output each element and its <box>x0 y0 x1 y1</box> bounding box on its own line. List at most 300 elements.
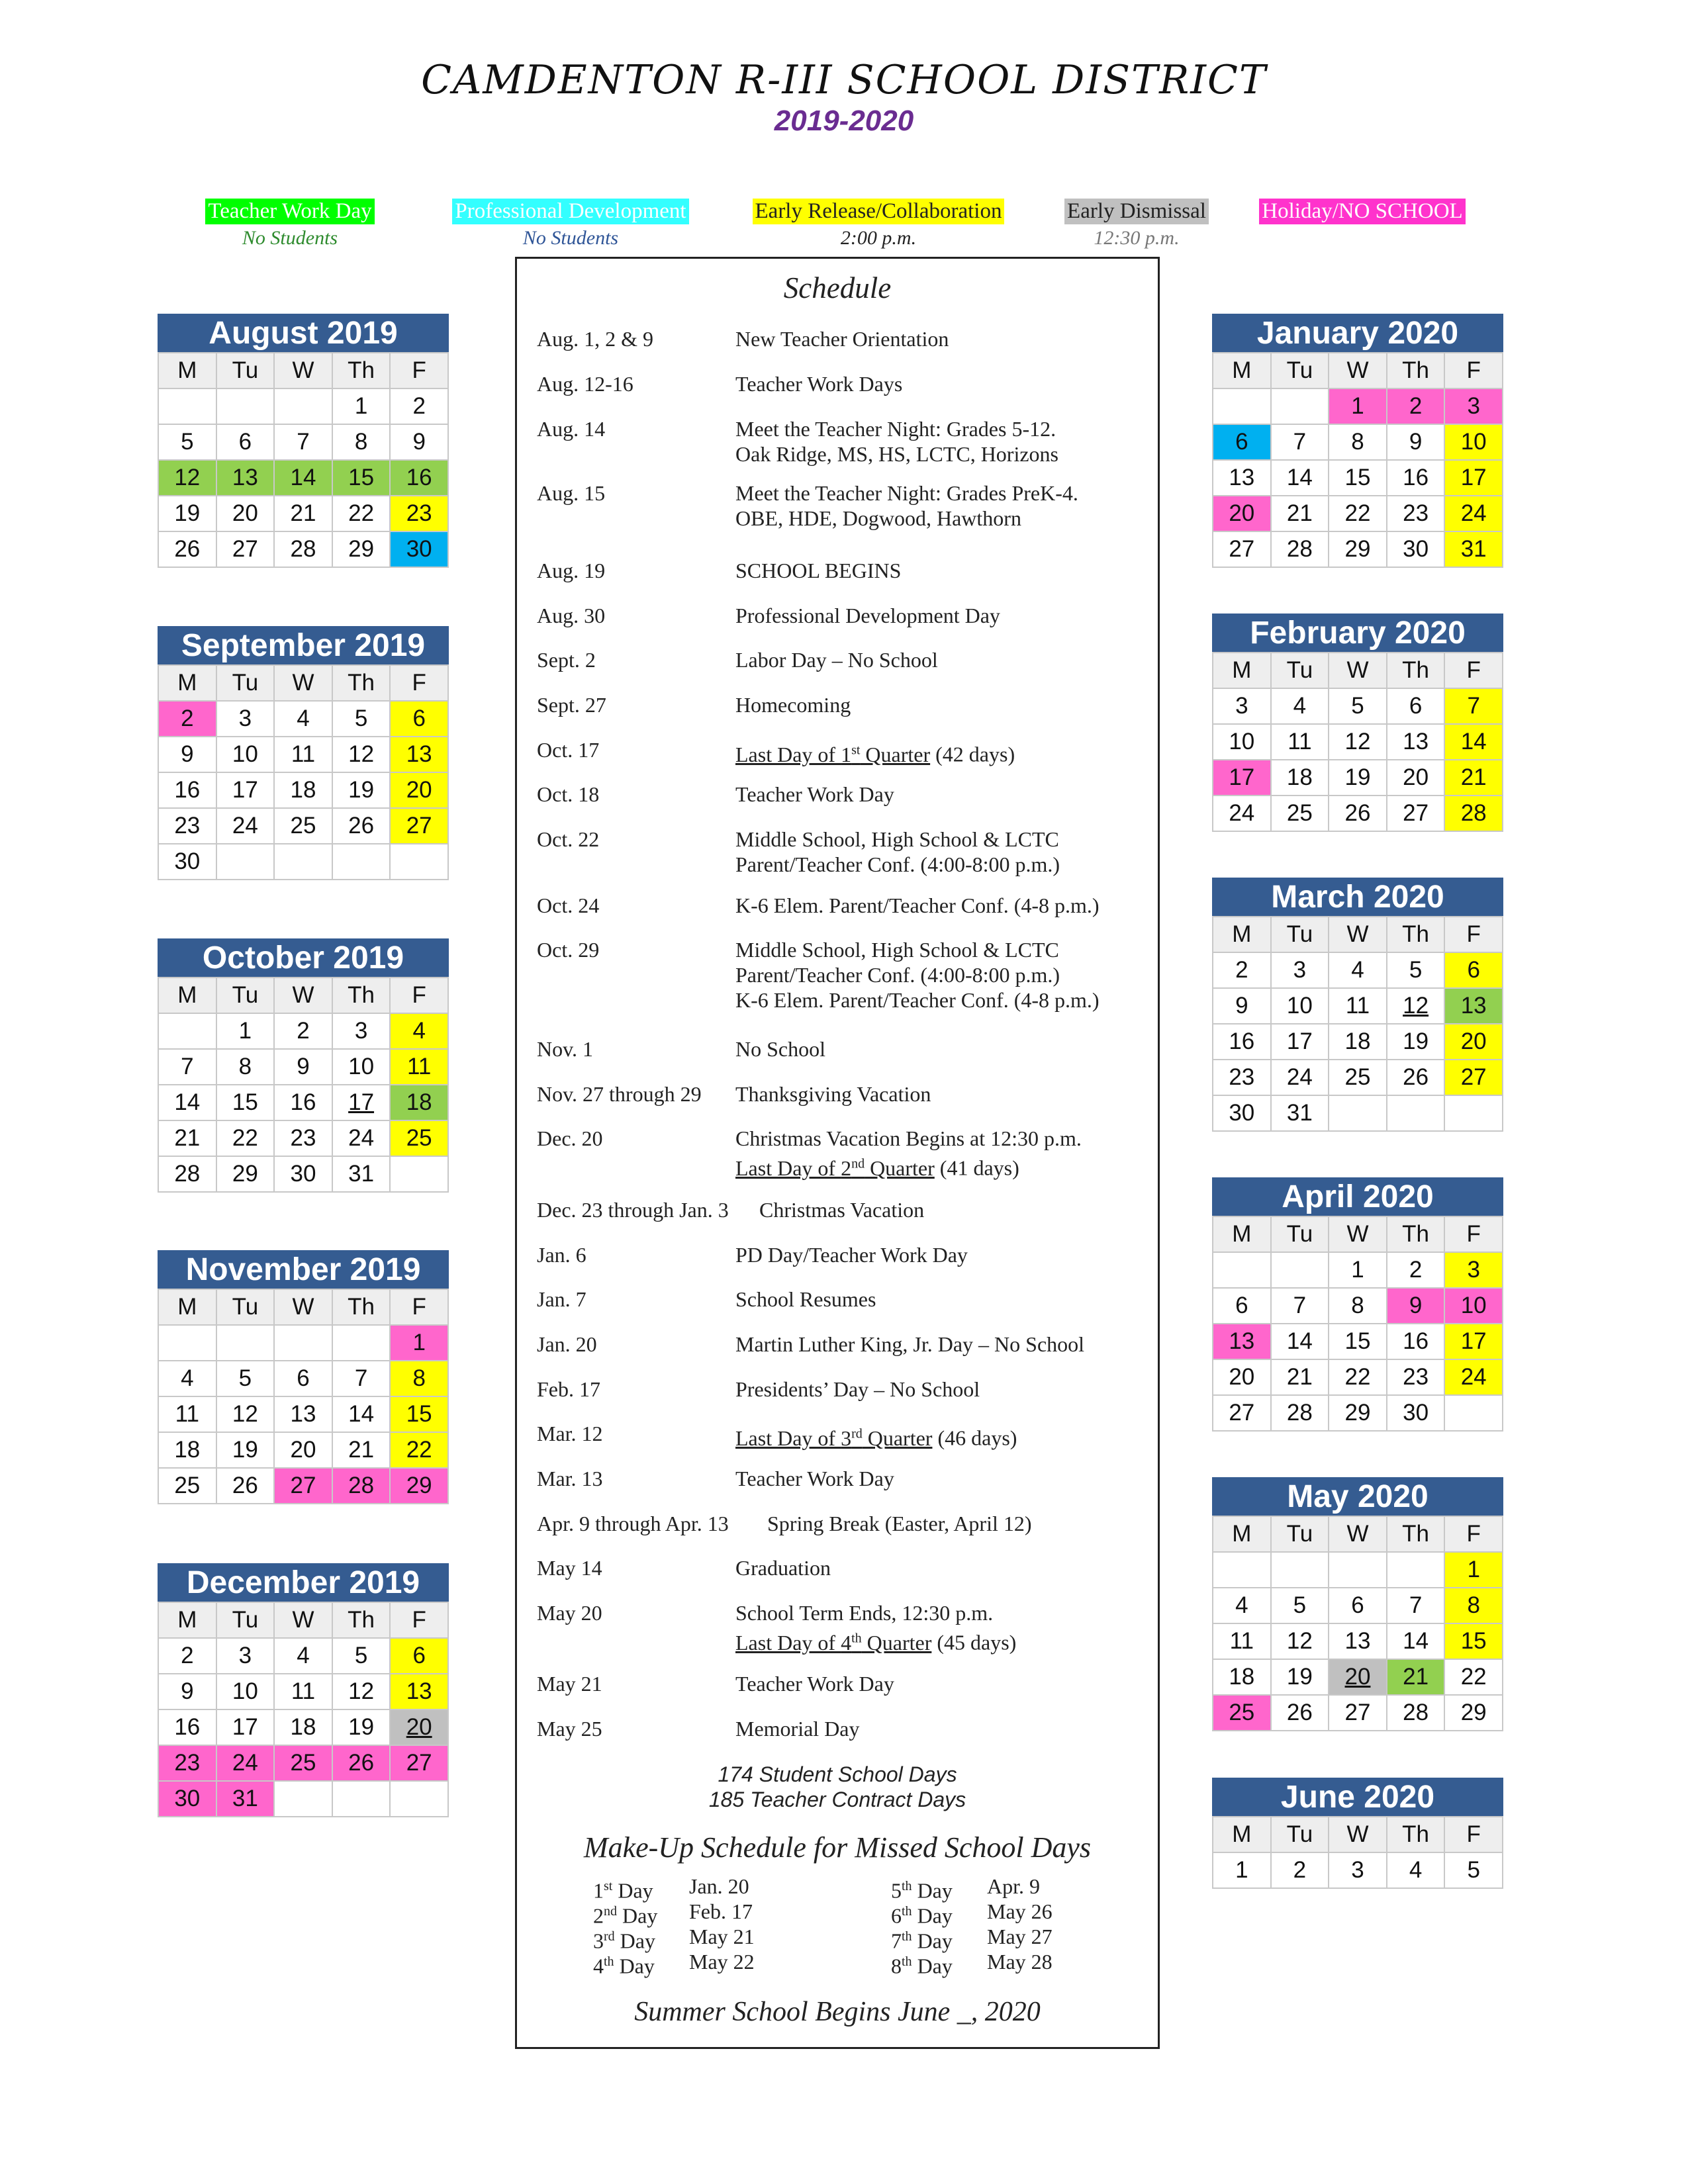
weekday-header: M <box>1213 1516 1271 1552</box>
day-cell <box>332 1781 391 1817</box>
weekday-header: Th <box>1387 1216 1445 1252</box>
day-cell: 16 <box>158 772 216 808</box>
day-cell: 30 <box>274 1156 332 1192</box>
week-row <box>158 1781 448 1817</box>
day-cell: 1 <box>390 1325 448 1361</box>
week-row <box>158 1396 448 1432</box>
day-cell: 5 <box>1271 1588 1329 1623</box>
weekday-header: Tu <box>1271 1817 1329 1852</box>
event-date: Jan. 7 <box>537 1287 586 1311</box>
event-line: Teacher Work Day <box>735 1672 894 1696</box>
week-row <box>158 1120 448 1156</box>
day-cell: 5 <box>1387 952 1445 988</box>
day-cell: 6 <box>390 701 448 737</box>
weekday-header: Tu <box>216 1602 275 1638</box>
month-grid <box>1212 1216 1503 1432</box>
month-calendar <box>158 938 449 1193</box>
day-cell: 28 <box>1444 796 1503 831</box>
event-line: School Resumes <box>735 1287 876 1311</box>
day-cell: 19 <box>332 1709 391 1745</box>
event-date: Dec. 20 <box>537 1126 603 1150</box>
day-cell: 27 <box>1213 531 1271 567</box>
event-description <box>735 1242 968 1267</box>
week-row <box>1213 1024 1503 1060</box>
day-cell: 22 <box>216 1120 275 1156</box>
day-cell: 7 <box>1387 1588 1445 1623</box>
makeup-day-label: Day <box>917 1954 953 1978</box>
week-row <box>1213 688 1503 724</box>
day-cell: 24 <box>216 1745 275 1781</box>
week-row <box>158 1361 448 1396</box>
month-title: September 2019 <box>158 626 449 664</box>
week-row <box>158 1674 448 1709</box>
event-date: Aug. 1, 2 & 9 <box>537 327 653 351</box>
day-cell <box>1213 1552 1271 1588</box>
day-cell: 22 <box>1329 496 1387 531</box>
weekday-header: F <box>390 978 448 1013</box>
weekday-header: Tu <box>1271 353 1329 388</box>
day-cell: 9 <box>1387 424 1445 460</box>
day-cell: 3 <box>216 701 275 737</box>
quarter-line <box>735 1151 1082 1181</box>
day-cell: 13 <box>1444 988 1503 1024</box>
day-cell: 17 <box>1271 1024 1329 1060</box>
month-title: January 2020 <box>1212 314 1503 352</box>
day-cell: 17 <box>332 1085 391 1120</box>
day-cell: 23 <box>1387 496 1445 531</box>
weekday-row <box>1213 1516 1503 1552</box>
day-cell: 25 <box>1271 796 1329 831</box>
event-line: Parent/Teacher Conf. (4:00-8:00 p.m.) <box>735 852 1060 876</box>
event-description <box>735 1555 831 1580</box>
day-cell: 7 <box>274 424 332 460</box>
schedule-panel <box>515 257 1160 2049</box>
day-cell: 25 <box>1213 1695 1271 1731</box>
event-description <box>735 1332 1084 1357</box>
day-cell: 11 <box>1329 988 1387 1024</box>
day-cell: 3 <box>1444 388 1503 424</box>
day-cell: 26 <box>1271 1695 1329 1731</box>
makeup-day-sup: rd <box>604 1929 615 1944</box>
week-row <box>1213 1852 1503 1888</box>
week-row <box>1213 988 1503 1024</box>
week-row <box>158 460 448 496</box>
quarter-suffix: Quarter <box>860 742 931 766</box>
day-cell: 3 <box>332 1013 391 1049</box>
event-date: Nov. 1 <box>537 1037 594 1061</box>
makeup-day-number: 1 <box>593 1878 604 1903</box>
event-line: Graduation <box>735 1556 831 1580</box>
legend-sub: No Students <box>522 227 619 249</box>
event-description <box>735 1377 980 1402</box>
makeup-day-sup: th <box>902 1954 912 1969</box>
day-cell: 24 <box>1444 496 1503 531</box>
event-description <box>735 647 938 672</box>
month-title: April 2020 <box>1212 1177 1503 1216</box>
event-line: SCHOOL BEGINS <box>735 559 902 582</box>
event-date: May 21 <box>537 1672 602 1696</box>
event-description <box>735 827 1060 877</box>
day-cell: 24 <box>216 808 275 844</box>
weekday-header: W <box>274 665 332 701</box>
day-cell: 20 <box>390 772 448 808</box>
day-cell: 12 <box>1329 724 1387 760</box>
month-title: December 2019 <box>158 1563 449 1602</box>
day-cell: 1 <box>1329 1252 1387 1288</box>
day-cell <box>274 844 332 880</box>
day-cell: 4 <box>1213 1588 1271 1623</box>
week-row <box>1213 460 1503 496</box>
day-cell: 13 <box>1387 724 1445 760</box>
day-cell: 26 <box>1387 1060 1445 1095</box>
day-cell: 15 <box>390 1396 448 1432</box>
month-calendar <box>1212 1177 1503 1432</box>
day-cell: 14 <box>1271 1324 1329 1359</box>
day-cell: 3 <box>1271 952 1329 988</box>
weekday-row <box>158 978 448 1013</box>
week-row <box>158 1468 448 1504</box>
event-line: Middle School, High School & LCTC <box>735 827 1059 851</box>
week-row <box>1213 724 1503 760</box>
makeup-day-sup: th <box>604 1954 614 1969</box>
day-cell: 14 <box>274 460 332 496</box>
makeup-day-label: Day <box>620 1929 655 1953</box>
event-description <box>767 1511 1032 1536</box>
event-date: Jan. 6 <box>537 1243 586 1267</box>
day-cell <box>390 1781 448 1817</box>
weekday-header: W <box>1329 1817 1387 1852</box>
day-cell: 3 <box>1444 1252 1503 1288</box>
event-line: Meet the Teacher Night: Grades 5-12. <box>735 417 1056 441</box>
day-cell <box>158 1325 216 1361</box>
event-line: Teacher Work Day <box>735 1467 894 1490</box>
weekday-header: M <box>1213 653 1271 688</box>
day-cell: 17 <box>1444 460 1503 496</box>
day-cell: 27 <box>1444 1060 1503 1095</box>
day-cell: 9 <box>390 424 448 460</box>
day-cell: 6 <box>1387 688 1445 724</box>
quarter-days: (41 days) <box>939 1156 1019 1180</box>
event-line: No School <box>735 1037 825 1061</box>
weekday-header: Th <box>332 665 391 701</box>
event-description <box>735 1716 860 1741</box>
makeup-day-number: 8 <box>891 1954 902 1978</box>
day-cell: 23 <box>1387 1359 1445 1395</box>
weekday-header: Tu <box>216 978 275 1013</box>
event-date: Oct. 29 <box>537 938 600 962</box>
week-row <box>158 1638 448 1674</box>
weekday-header: W <box>274 1602 332 1638</box>
day-cell: 9 <box>158 737 216 772</box>
student-days: 174 Student School Days <box>718 1762 957 1786</box>
legend-item <box>739 199 1017 250</box>
day-cell: 18 <box>1213 1659 1271 1695</box>
day-cell: 24 <box>1444 1359 1503 1395</box>
day-cell: 13 <box>390 737 448 772</box>
day-cell: 6 <box>1213 1288 1271 1324</box>
day-cell: 20 <box>390 1709 448 1745</box>
day-cell: 31 <box>1271 1095 1329 1131</box>
event-description <box>759 1197 924 1222</box>
makeup-title: Make-Up Schedule for Missed School Days <box>583 1831 1092 1864</box>
day-cell: 20 <box>216 496 275 531</box>
summer-school-note: Summer School Begins June _, 2020 <box>634 1997 1041 2027</box>
weekday-header: W <box>274 1289 332 1325</box>
event-line: Teacher Work Days <box>735 372 903 396</box>
day-cell: 19 <box>332 772 391 808</box>
day-cell: 31 <box>332 1156 391 1192</box>
day-cell: 13 <box>274 1396 332 1432</box>
weekday-row <box>158 353 448 388</box>
legend-item <box>1057 199 1216 250</box>
day-cell: 2 <box>1387 1252 1445 1288</box>
weekday-header: Tu <box>216 665 275 701</box>
weekday-row <box>1213 653 1503 688</box>
day-cell: 4 <box>1329 952 1387 988</box>
day-cell <box>1329 1095 1387 1131</box>
month-title: August 2019 <box>158 314 449 352</box>
day-cell: 20 <box>1329 1659 1387 1695</box>
day-cell: 25 <box>1329 1060 1387 1095</box>
makeup-date: Feb. 17 <box>689 1899 753 1923</box>
month-title: October 2019 <box>158 938 449 977</box>
day-cell: 2 <box>158 701 216 737</box>
month-grid <box>158 977 449 1193</box>
day-cell: 14 <box>1387 1623 1445 1659</box>
day-cell: 13 <box>1213 1324 1271 1359</box>
day-cell: 1 <box>1444 1552 1503 1588</box>
day-cell: 29 <box>1329 1395 1387 1431</box>
day-cell: 10 <box>216 1674 275 1709</box>
weekday-header: F <box>390 1289 448 1325</box>
quarter-line <box>735 1421 1017 1451</box>
week-row <box>158 388 448 424</box>
day-cell <box>390 844 448 880</box>
day-cell: 29 <box>1444 1695 1503 1731</box>
week-row <box>158 1432 448 1468</box>
event-line: Christmas Vacation Begins at 12:30 p.m. <box>735 1126 1082 1150</box>
day-cell: 20 <box>274 1432 332 1468</box>
day-cell: 10 <box>1444 424 1503 460</box>
day-cell: 2 <box>158 1638 216 1674</box>
day-cell <box>1444 1095 1503 1131</box>
day-cell: 22 <box>332 496 391 531</box>
day-cell: 8 <box>1444 1588 1503 1623</box>
event-date: Mar. 12 <box>537 1422 603 1445</box>
makeup-day-number: 6 <box>891 1903 902 1928</box>
day-cell: 30 <box>1213 1095 1271 1131</box>
day-cell: 14 <box>332 1396 391 1432</box>
week-row <box>158 1745 448 1781</box>
legend-label: Teacher Work Day <box>205 199 374 224</box>
event-description <box>735 416 1058 467</box>
weekday-row <box>158 1602 448 1638</box>
weekday-header: M <box>1213 353 1271 388</box>
day-cell: 13 <box>390 1674 448 1709</box>
day-cell: 3 <box>216 1638 275 1674</box>
week-row <box>1213 1659 1503 1695</box>
day-cell: 19 <box>1387 1024 1445 1060</box>
event-description <box>735 1421 1017 1451</box>
legend-sub: 2:00 p.m. <box>840 227 917 249</box>
quarter-label <box>735 743 930 766</box>
event-date: Oct. 18 <box>537 782 600 806</box>
makeup-day-label: Day <box>917 1929 953 1953</box>
event-date: Oct. 24 <box>537 893 600 917</box>
weekday-header: Th <box>1387 1817 1445 1852</box>
day-cell: 8 <box>216 1049 275 1085</box>
weekday-row <box>1213 1817 1503 1852</box>
day-cell: 2 <box>1387 388 1445 424</box>
week-row <box>158 1013 448 1049</box>
day-cell: 11 <box>274 1674 332 1709</box>
event-description <box>735 1036 825 1062</box>
day-cell: 17 <box>1444 1324 1503 1359</box>
day-cell: 27 <box>216 531 275 567</box>
day-cell: 23 <box>390 496 448 531</box>
day-cell: 10 <box>1213 724 1271 760</box>
day-cell: 8 <box>1329 1288 1387 1324</box>
week-row <box>1213 760 1503 796</box>
event-line: Middle School, High School & LCTC <box>735 938 1059 962</box>
school-year: 2019-2020 <box>774 105 914 137</box>
makeup-day <box>593 1949 655 1979</box>
event-line: Memorial Day <box>735 1717 860 1741</box>
day-cell: 19 <box>1329 760 1387 796</box>
weekday-header: Tu <box>1271 1216 1329 1252</box>
event-description <box>735 1466 894 1491</box>
month-grid <box>158 1602 449 1817</box>
weekday-header: W <box>274 353 332 388</box>
quarter-suffix: Quarter <box>862 1426 933 1450</box>
event-date: Oct. 22 <box>537 827 600 851</box>
day-cell: 2 <box>1213 952 1271 988</box>
day-cell: 26 <box>216 1468 275 1504</box>
week-row <box>1213 1552 1503 1588</box>
legend-label: Early Release/Collaboration <box>753 199 1005 224</box>
teacher-days: 185 Teacher Contract Days <box>708 1788 966 1811</box>
event-date: Mar. 13 <box>537 1467 603 1490</box>
schedule-title: Schedule <box>783 271 892 304</box>
day-cell: 3 <box>1329 1852 1387 1888</box>
day-cell: 30 <box>1387 1395 1445 1431</box>
week-row <box>158 844 448 880</box>
event-description <box>735 1671 894 1696</box>
day-cell: 15 <box>1329 1324 1387 1359</box>
day-cell: 15 <box>216 1085 275 1120</box>
weekday-header: Tu <box>216 1289 275 1325</box>
quarter-label <box>735 1426 932 1450</box>
day-cell: 28 <box>332 1468 391 1504</box>
event-line: Teacher Work Day <box>735 782 894 806</box>
event-line: Parent/Teacher Conf. (4:00-8:00 p.m.) <box>735 963 1060 987</box>
day-cell <box>274 1325 332 1361</box>
day-cell <box>1271 388 1329 424</box>
day-cell: 20 <box>1387 760 1445 796</box>
legend-label: Professional Development <box>452 199 688 224</box>
weekday-header: F <box>1444 1817 1503 1852</box>
makeup-day-sup: th <box>902 1929 912 1944</box>
week-row <box>158 1085 448 1120</box>
day-cell: 18 <box>1271 760 1329 796</box>
day-cell: 18 <box>274 1709 332 1745</box>
makeup-date: May 27 <box>987 1925 1053 1948</box>
weekday-header: M <box>1213 1216 1271 1252</box>
day-cell: 26 <box>158 531 216 567</box>
month-calendar <box>158 626 449 880</box>
day-cell: 27 <box>1213 1395 1271 1431</box>
month-grid <box>1212 352 1503 568</box>
weekday-header: Th <box>332 1289 391 1325</box>
day-cell: 18 <box>1329 1024 1387 1060</box>
quarter-prefix: Last Day of <box>735 1156 841 1180</box>
week-row <box>158 496 448 531</box>
day-cell: 29 <box>1329 531 1387 567</box>
makeup-day-number: 5 <box>891 1878 902 1903</box>
weekday-header: M <box>1213 1817 1271 1852</box>
quarter-number: 3 <box>841 1426 852 1450</box>
day-cell: 6 <box>274 1361 332 1396</box>
event-date: Aug. 19 <box>537 559 606 582</box>
quarter-number: 4 <box>841 1630 852 1655</box>
event-line: Meet the Teacher Night: Grades PreK-4. <box>735 481 1078 505</box>
week-row <box>158 1049 448 1085</box>
quarter-suffix: Quarter <box>861 1630 932 1655</box>
quarter-days: (45 days) <box>937 1630 1017 1655</box>
day-cell: 14 <box>1271 460 1329 496</box>
day-cell: 9 <box>158 1674 216 1709</box>
legend-label: Early Dismissal <box>1064 199 1209 224</box>
day-cell <box>274 1781 332 1817</box>
week-row <box>1213 796 1503 831</box>
quarter-suffix-sup: th <box>851 1631 862 1645</box>
event-date: Dec. 23 through Jan. 3 <box>537 1198 729 1222</box>
day-cell: 21 <box>1387 1659 1445 1695</box>
day-cell: 16 <box>390 460 448 496</box>
day-cell: 15 <box>1329 460 1387 496</box>
day-cell: 18 <box>390 1085 448 1120</box>
month-grid <box>1212 1516 1503 1731</box>
day-cell: 23 <box>158 1745 216 1781</box>
day-cell: 21 <box>1271 1359 1329 1395</box>
event-description <box>735 371 902 396</box>
day-cell: 31 <box>1444 531 1503 567</box>
weekday-row <box>1213 1216 1503 1252</box>
day-cell: 16 <box>1387 460 1445 496</box>
week-row <box>1213 952 1503 988</box>
day-cell: 4 <box>1271 688 1329 724</box>
event-description <box>735 692 851 717</box>
weekday-header: F <box>390 1602 448 1638</box>
day-cell: 17 <box>216 772 275 808</box>
event-description <box>735 737 1015 767</box>
week-row <box>1213 1095 1503 1131</box>
event-line: PD Day/Teacher Work Day <box>735 1243 968 1267</box>
day-cell: 25 <box>274 1745 332 1781</box>
day-cell: 21 <box>1271 496 1329 531</box>
day-cell: 7 <box>1271 1288 1329 1324</box>
weekday-header: Th <box>332 1602 391 1638</box>
quarter-suffix-sup: rd <box>851 1426 863 1441</box>
month-calendar <box>158 1563 449 1817</box>
day-cell: 26 <box>1329 796 1387 831</box>
week-row <box>1213 1324 1503 1359</box>
day-cell <box>216 844 275 880</box>
makeup-day-label: Day <box>618 1878 653 1903</box>
day-cell <box>216 388 275 424</box>
day-cell: 27 <box>390 1745 448 1781</box>
makeup-day-sup: th <box>902 1904 912 1919</box>
